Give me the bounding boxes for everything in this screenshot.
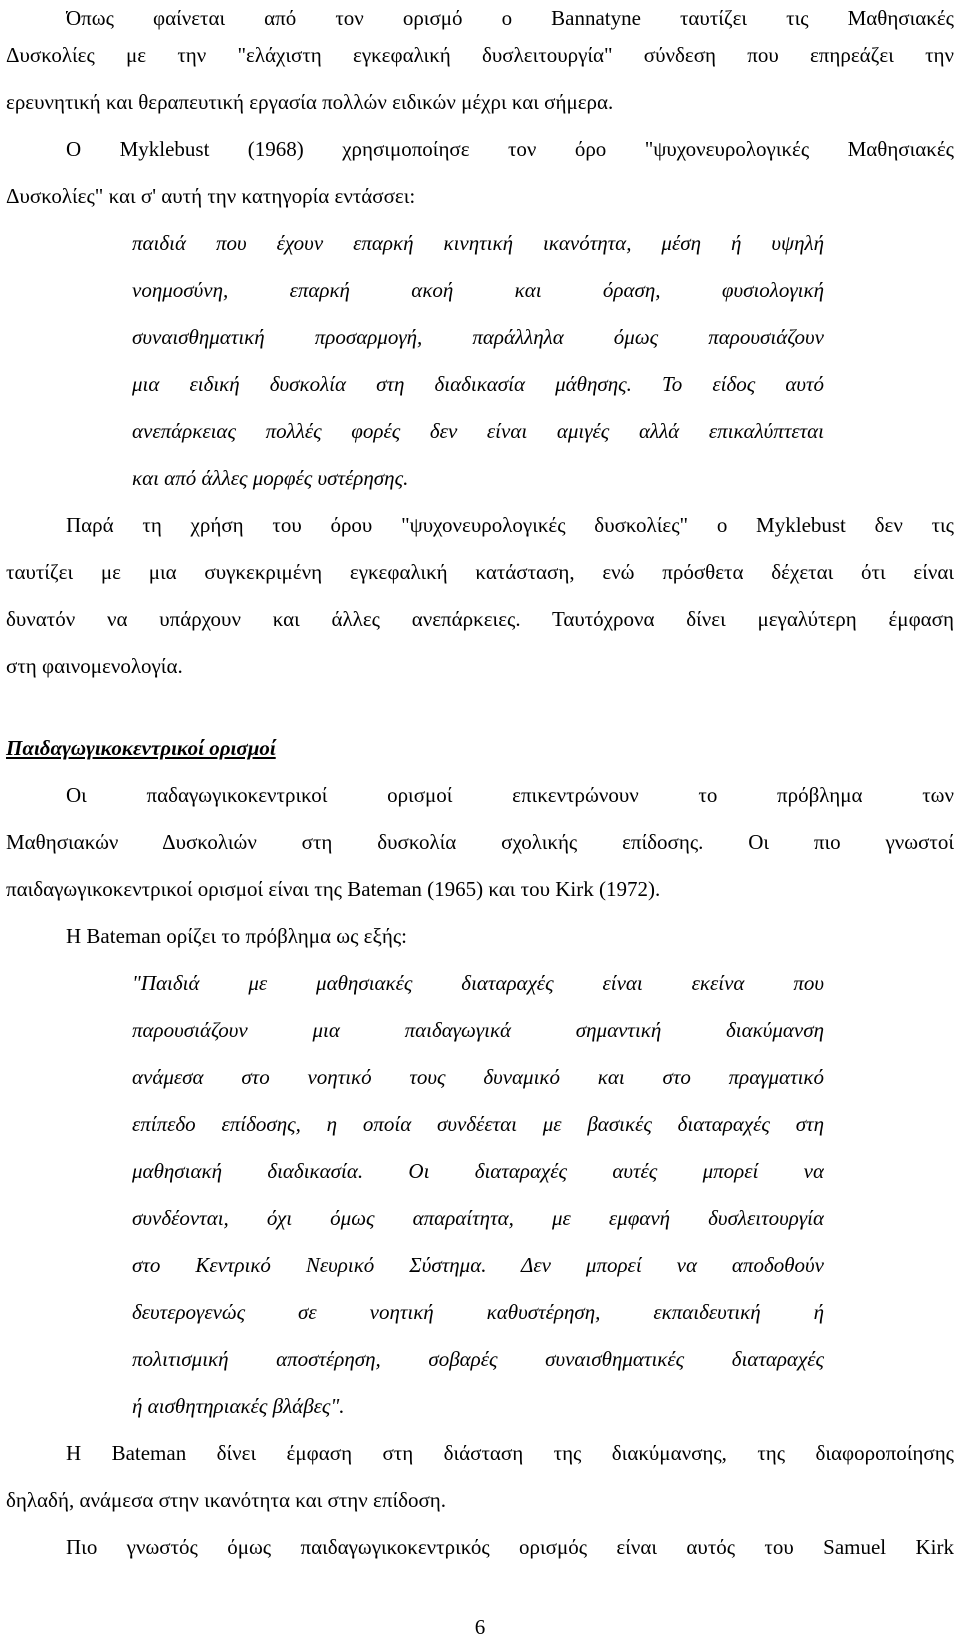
quote-line: παρουσιάζουν μια παιδαγωγικά σημαντική διακύμανση	[132, 1018, 824, 1042]
quote-line: πολιτισμική αποστέρηση, σοβαρές συναισθηματικές διαταραχές	[132, 1347, 824, 1371]
text-line: ερευνητική και θεραπευτική εργασία πολλών ειδικών μέχρι και σήμερα.	[6, 90, 614, 114]
text-line: Πιο γνωστός όμως παιδαγωγικοκεντρικός ορισμός είναι αυτός του Samuel Kirk	[66, 1535, 954, 1559]
text-line: Παρά τη χρήση του όρου "ψυχονευρολογικές δυσκολίες" ο Myklebust δεν τις	[66, 513, 954, 537]
quote-line: δευτερογενώς σε νοητική καθυστέρηση, εκπαιδευτική ή	[132, 1300, 824, 1324]
text-line: παιδαγωγικοκεντρικοί ορισμοί είναι της Bateman (1965) και του Kirk (1972).	[6, 877, 661, 901]
quote-line: ανεπάρκειας πολλές φορές δεν είναι αμιγές αλλά επικαλύπτεται	[132, 419, 824, 443]
text-line: δηλαδή, ανάμεσα στην ικανότητα και στην επίδοση.	[6, 1488, 447, 1512]
quote-line: επίπεδο επίδοσης, η οποία συνδέεται με βασικές διαταραχές στη	[132, 1112, 824, 1136]
text-line: στη φαινομενολογία.	[6, 654, 183, 678]
quote-line: παιδιά που έχουν επαρκή κινητική ικανότητα, μέση ή υψηλή	[132, 231, 824, 255]
text-line: Οι παδαγωγικοκεντρικοί ορισμοί επικεντρώνουν το πρόβλημα των	[66, 783, 954, 807]
text-line: Ο Myklebust (1968) χρησιμοποίησε τον όρο "ψυχονευρολογικές Μαθησιακές	[66, 137, 954, 161]
text-line: Όπως φαίνεται από τον ορισμό ο Bannatyne ταυτίζει τις Μαθησιακές	[66, 6, 954, 30]
text-line: Μαθησιακών Δυσκολιών στη δυσκολία σχολικής επίδοσης. Οι πιο γνωστοί	[6, 830, 954, 854]
quote-line: μαθησιακή διαδικασία. Οι διαταραχές αυτές μπορεί να	[132, 1159, 824, 1183]
quote-line: "Παιδιά με μαθησιακές διαταραχές είναι εκείνα που	[132, 971, 824, 995]
page-number: 6	[474, 1615, 486, 1639]
text-line: Η Bateman δίνει έμφαση στη διάσταση της διακύμανσης, της διαφοροποίησης	[66, 1441, 954, 1465]
quote-line: συνδέονται, όχι όμως απαραίτητα, με εμφανή δυσλειτουργία	[132, 1206, 824, 1230]
section-heading: Παιδαγωγικοκεντρικοί ορισμοί	[6, 736, 276, 760]
text-line: δυνατόν να υπάρχουν και άλλες ανεπάρκειες. Ταυτόχρονα δίνει μεγαλύτερη έμφαση	[6, 607, 954, 631]
text-line: Δυσκολίες" και σ' αυτή την κατηγορία εντάσσει:	[6, 184, 416, 208]
quote-line: συναισθηματική προσαρμογή, παράλληλα όμως παρουσιάζουν	[132, 325, 824, 349]
quote-line: και από άλλες μορφές υστέρησης.	[132, 466, 409, 490]
quote-line: στο Κεντρικό Νευρικό Σύστημα. Δεν μπορεί να αποδοθούν	[132, 1253, 824, 1277]
paragraph-bateman-intro: Η Bateman ορίζει το πρόβλημα ως εξής:	[66, 924, 407, 948]
quote-line: νοημοσύνη, επαρκή ακοή και όραση, φυσιολογική	[132, 278, 824, 302]
text-line: Δυσκολίες με την "ελάχιστη εγκεφαλική δυσλειτουργία" σύνδεση που επηρεάζει την	[6, 43, 954, 67]
quote-line: μια ειδική δυσκολία στη διαδικασία μάθησης. Το είδος αυτό	[132, 372, 824, 396]
text-line: ταυτίζει με μια συγκεκριμένη εγκεφαλική κατάσταση, ενώ πρόσθετα δέχεται ότι είναι	[6, 560, 954, 584]
quote-line: ή αισθητηριακές βλάβες".	[132, 1394, 345, 1418]
quote-line: ανάμεσα στο νοητικό τους δυναμικό και στο πραγματικό	[132, 1065, 824, 1089]
